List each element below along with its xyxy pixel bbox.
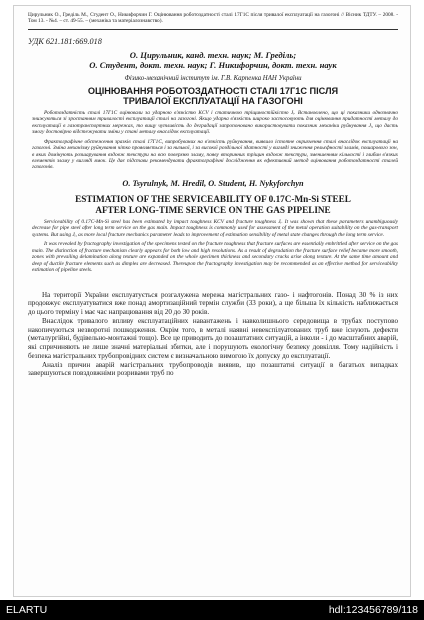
title-en	[24, 194, 402, 216]
title-ua-line: ОЦІНЮВАННЯ РОБОТОЗДАТНОСТІ СТАЛІ 17Г1С ПІСЛЯ	[87, 85, 339, 96]
body-paragraph: Аналіз причин аварій магістральних трубопроводів виявив, що позаштатні ситуації в багатьох випадках завершуються повздовжніми розривами труб по	[28, 360, 398, 378]
authors-ua	[24, 50, 402, 71]
body-paragraph: На території України експлуатується розгалужена мережа магістральних газо- і нафтогонів. Понад 30 % із них продовжує експлуатуватися вже понад амортизаційний термін служби (33 роки), а ще більша їх кількість наближається до цього терміну і має час напрацювання від 20 до 30 років.	[28, 290, 398, 317]
body-paragraph: Внаслідок тривалого впливу експлуатаційних навантажень і навколишнього середовища в трубах поступово накопичуються незворотні пошкодження. Окрім того, в металі наявні невекспілуатованих труб вже існують дефекти (металургійні, будівельно-монтажні тощо). Все це приводить до позаштатних ситуацій, а інколи - і до масштабних аварій, які спричиняють не лише значні матеріальні збитки, але і порушують екологічну безпеку довкілля. Тому надійність і безпека магістральних трубопровідних систем є визначальною вимогою їх допуску до експлуатації.	[28, 316, 398, 360]
abstract-en-paragraph: It was revealed by fractography investigation of the specimens tested on the fracture toughness that fracture surfaces are essentially embrittled after service on the gas main. The distinction of fracture mechanism clearly appears for both low and high resolutions. As a result of degradation the fracture surface relief became more smooth, zones with prevailing delamination along texture are expanded on the whole specimen thickness and secondary cracks arise along texture. At the same time amount and deep of ductile fracture elements such as dimples are decreased. Thereupon the fractography investigation may be recommended as an effective method for serviceability estimation of pipeline steels.	[32, 241, 398, 274]
footer-bar	[0, 600, 424, 620]
title-ua-line: ТРИВАЛОЇ ЕКСПЛУАТАЦІЇ НА ГАЗОГОНІ	[123, 96, 303, 107]
repository-name: ELARTU	[6, 604, 48, 616]
institute: Фізико-механічний інститут ім. Г.В. Карпенка НАН України	[124, 74, 302, 82]
authors-ua-line: О. Цирульник, канд. техн. наук; М. Греділь;	[129, 49, 297, 60]
document-page	[13, 5, 411, 597]
title-en-line: ESTIMATION OF THE SERVICEABILITY OF 0.17C-Mn-Si STEEL	[75, 193, 351, 204]
divider	[28, 29, 398, 30]
authors-ua-line: О. Студент, докт. техн. наук; Г. Никифорчин, докт. техн. наук	[89, 60, 337, 71]
title-ua	[24, 86, 402, 107]
abstract-ua-paragraph: Фрактографічне обстеження зразків сталі 17Г1С, випробуваних на в'язкість руйнування, виявило істотне окрихчення сталі внаслідок експлуатації на газогоні. Зміна механізму руйнування чітко проявляється і за низької, і за високої роздільної здатності у вигляді зниження рельєфності зламів, пошарового зон, в яких домінують розшарування вздовж текстури на всю поверхню зламу, появу вторинних тріщин вздовж текстури, зменшенням кількості і глибин в'язких елементів зламу у вигляді ямок. Це дає підстави рекомендувати фрактографічні дослідження як ефективний метод оцінювання роботоздатності сталей газогонів.	[32, 138, 398, 171]
authors-en: O. Tsyrulnyk, M. Hredil, O. Student, H. Nykyforchyn	[122, 178, 304, 188]
udc-code: УДК 621.181:669.018	[28, 36, 102, 46]
abstract-ua-paragraph: Роботоздатність сталі 17Г1С оцінювали за ударною в'язкістю KCV і статичною тріщиностійкістю Jᵢ. Встановлено, що ці показники однозначно знижуються зі зростанням тривалості експлуатації сталі на газогоні. Якщо ударна в'язкість широко застосовують для оцінювання придатності металу до експлуатації в газотранспортних мережах, то вищу чутливість до деградації запропоновано використовувати показник механіки руйнування Jᵢ, що дасть змогу достовірно відстежувати зміни у стані металу внаслідок експлуатації.	[32, 109, 398, 136]
citation: Цирульник О., Греділь М., Студент О., Никифорчин Г. Оцінювання роботоздатності сталі 17Г1С після тривалої експлуатації на газогоні // Вісник ТДТУ. – 2008. - Том 13. - №4. – ст. 49-55. – (механіка та матеріалознавство).	[28, 12, 398, 25]
handle-id: hdl:123456789/118	[328, 604, 418, 616]
abstract-en-paragraph: Serviceability of 0.17C-Mn-Si steel has been estimated by impact toughness KCV and fracture toughness Jᵢ. It was shown that these parameters unambiguously decrease for pipe steel after long term service on the gas main. Impact toughness is commonly used for assessment of the metal operation suitability on the gas-transport systems. But using Jᵢ, as more local fracture mechanics parameter leads to improvement of estimation sensibility of metal state changes through the long term service.	[32, 218, 398, 238]
title-en-line: AFTER LONG-TIME SERVICE ON THE GAS PIPELINE	[95, 204, 331, 215]
